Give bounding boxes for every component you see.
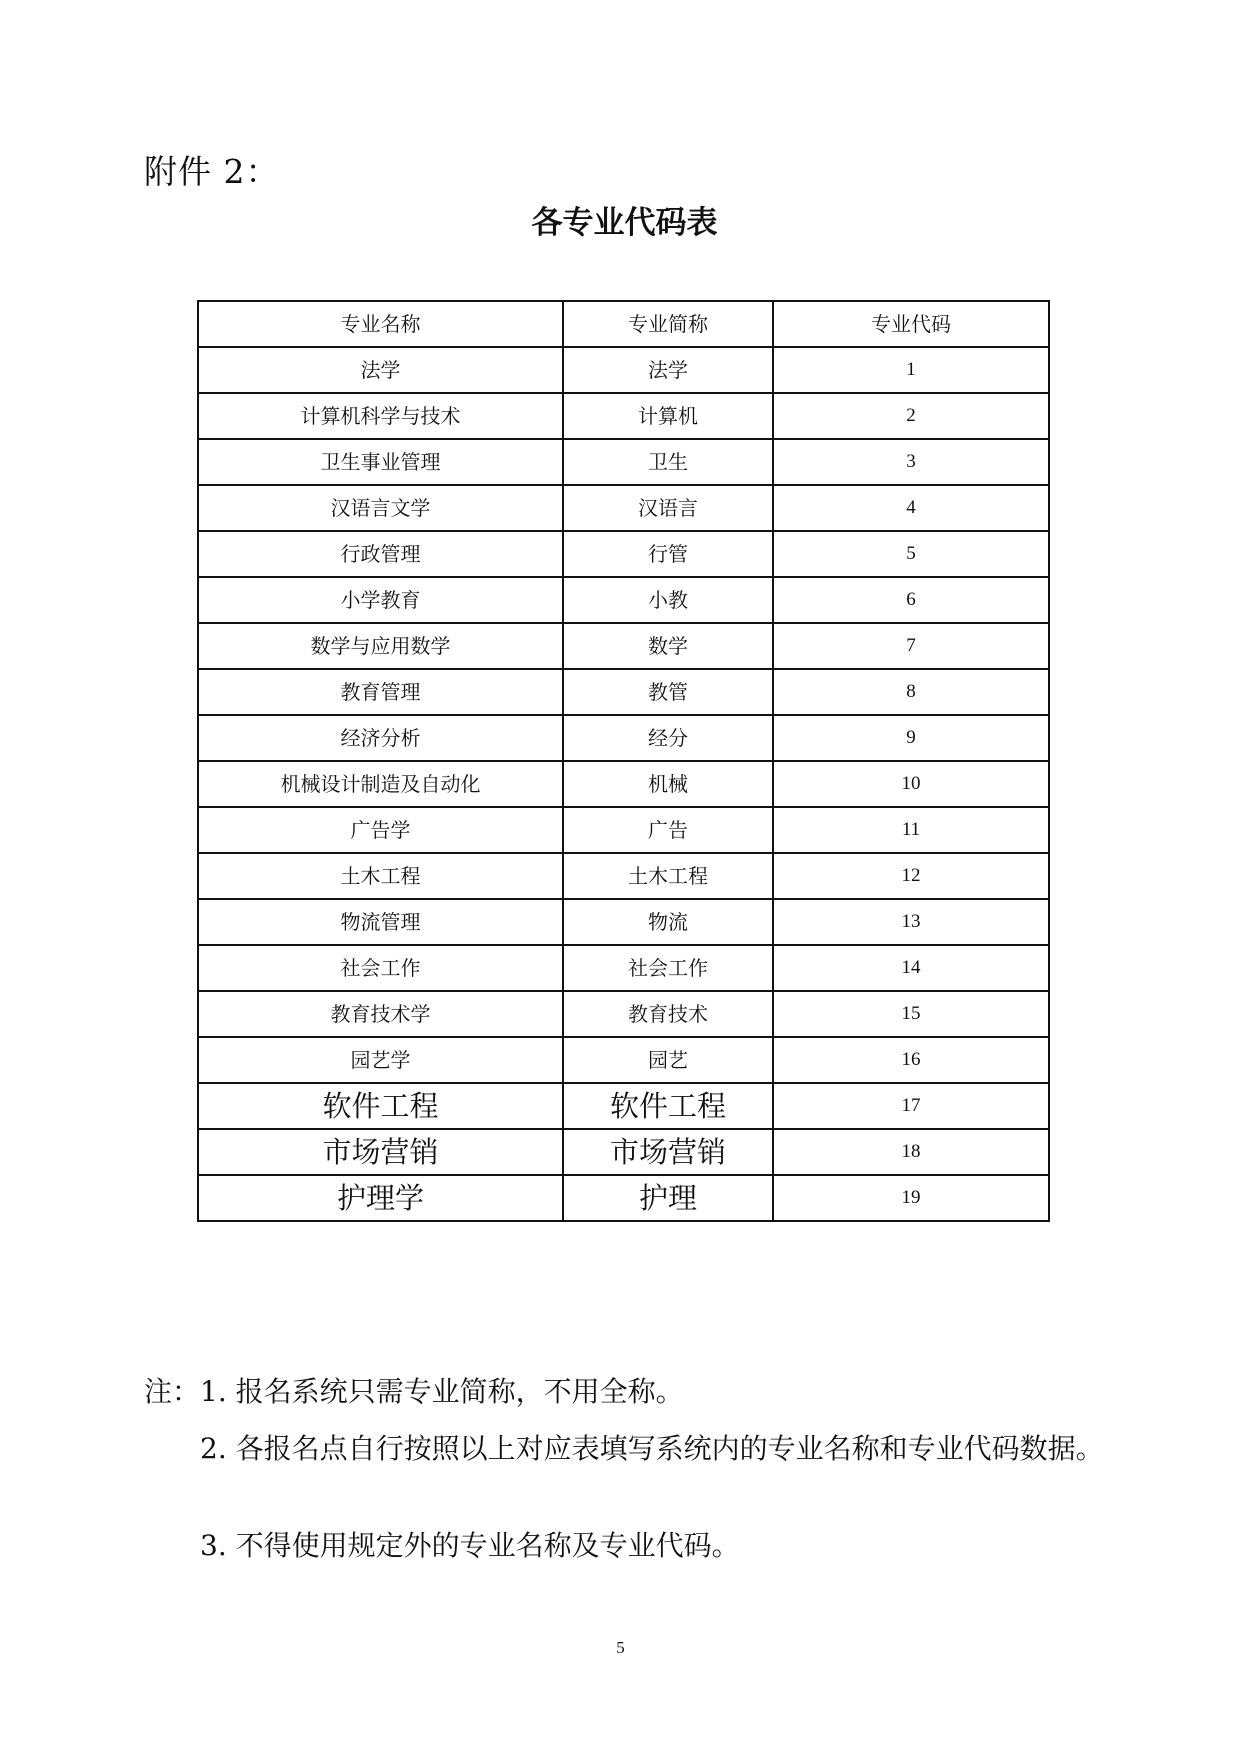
major-code-cell: 2: [773, 393, 1049, 439]
note-3: 3. 不得使用规定外的专业名称及专业代码。: [200, 1529, 740, 1562]
table-row: [198, 807, 1049, 853]
table-row: [198, 623, 1049, 669]
table-row: [198, 1175, 1049, 1221]
major-short-cell: 教管: [563, 669, 773, 715]
major-code-cell: 15: [773, 991, 1049, 1037]
major-code-cell: 18: [773, 1129, 1049, 1175]
major-name-cell: 经济分析: [198, 715, 563, 761]
note-1: 注：1. 报名系统只需专业简称，不用全称。: [144, 1375, 684, 1408]
major-name-cell: 卫生事业管理: [198, 439, 563, 485]
table-row: [198, 991, 1049, 1037]
major-short-cell: 教育技术: [563, 991, 773, 1037]
major-name-cell: 护理学: [198, 1175, 563, 1221]
table-row: [198, 945, 1049, 991]
table-row: [198, 485, 1049, 531]
major-short-cell: 园艺: [563, 1037, 773, 1083]
major-name-cell: 数学与应用数学: [198, 623, 563, 669]
major-short-cell: 广告: [563, 807, 773, 853]
table-row: [198, 393, 1049, 439]
page-number: 5: [616, 1638, 625, 1657]
major-code-cell: 17: [773, 1083, 1049, 1129]
major-name-cell: 教育管理: [198, 669, 563, 715]
major-short-cell: 行管: [563, 531, 773, 577]
header-major-code: 专业代码: [773, 301, 1049, 347]
major-short-cell: 机械: [563, 761, 773, 807]
table-header-row: [198, 301, 1049, 347]
table-row: [198, 1083, 1049, 1129]
major-short-cell: 卫生: [563, 439, 773, 485]
major-short-cell: 小教: [563, 577, 773, 623]
page-title: 各专业代码表: [531, 205, 718, 241]
table-row: [198, 899, 1049, 945]
major-name-cell: 园艺学: [198, 1037, 563, 1083]
table-row: [198, 347, 1049, 393]
major-code-cell: 12: [773, 853, 1049, 899]
major-name-cell: 广告学: [198, 807, 563, 853]
major-code-cell: 14: [773, 945, 1049, 991]
major-code-cell: 13: [773, 899, 1049, 945]
attachment-label: 附件 2：: [144, 152, 280, 191]
major-short-cell: 计算机: [563, 393, 773, 439]
major-name-cell: 物流管理: [198, 899, 563, 945]
major-name-cell: 市场营销: [198, 1129, 563, 1175]
major-short-cell: 汉语言: [563, 485, 773, 531]
major-name-cell: 软件工程: [198, 1083, 563, 1129]
major-code-cell: 5: [773, 531, 1049, 577]
major-name-cell: 行政管理: [198, 531, 563, 577]
major-code-cell: 3: [773, 439, 1049, 485]
table-row: [198, 531, 1049, 577]
major-name-cell: 计算机科学与技术: [198, 393, 563, 439]
major-code-table: [197, 300, 1050, 1222]
major-code-cell: 16: [773, 1037, 1049, 1083]
major-code-cell: 4: [773, 485, 1049, 531]
major-short-cell: 社会工作: [563, 945, 773, 991]
major-name-cell: 教育技术学: [198, 991, 563, 1037]
major-name-cell: 机械设计制造及自动化: [198, 761, 563, 807]
major-code-cell: 19: [773, 1175, 1049, 1221]
major-name-cell: 社会工作: [198, 945, 563, 991]
table-row: [198, 439, 1049, 485]
header-major-name: 专业名称: [198, 301, 563, 347]
note-2: 2. 各报名点自行按照以上对应表填写系统内的专业名称和专业代码数据。: [200, 1432, 1104, 1465]
major-name-cell: 汉语言文学: [198, 485, 563, 531]
major-code-cell: 9: [773, 715, 1049, 761]
table-row: [198, 853, 1049, 899]
major-short-cell: 物流: [563, 899, 773, 945]
major-short-cell: 土木工程: [563, 853, 773, 899]
major-name-cell: 土木工程: [198, 853, 563, 899]
table-row: [198, 715, 1049, 761]
table-row: [198, 1037, 1049, 1083]
major-short-cell: 软件工程: [563, 1083, 773, 1129]
major-code-cell: 8: [773, 669, 1049, 715]
table-row: [198, 1129, 1049, 1175]
major-code-cell: 11: [773, 807, 1049, 853]
table-row: [198, 577, 1049, 623]
major-short-cell: 法学: [563, 347, 773, 393]
major-name-cell: 小学教育: [198, 577, 563, 623]
major-short-cell: 市场营销: [563, 1129, 773, 1175]
major-short-cell: 数学: [563, 623, 773, 669]
major-code-cell: 10: [773, 761, 1049, 807]
major-name-cell: 法学: [198, 347, 563, 393]
major-code-cell: 1: [773, 347, 1049, 393]
major-code-cell: 6: [773, 577, 1049, 623]
header-major-short: 专业简称: [563, 301, 773, 347]
major-short-cell: 经分: [563, 715, 773, 761]
table-row: [198, 761, 1049, 807]
major-short-cell: 护理: [563, 1175, 773, 1221]
table-row: [198, 669, 1049, 715]
major-code-cell: 7: [773, 623, 1049, 669]
